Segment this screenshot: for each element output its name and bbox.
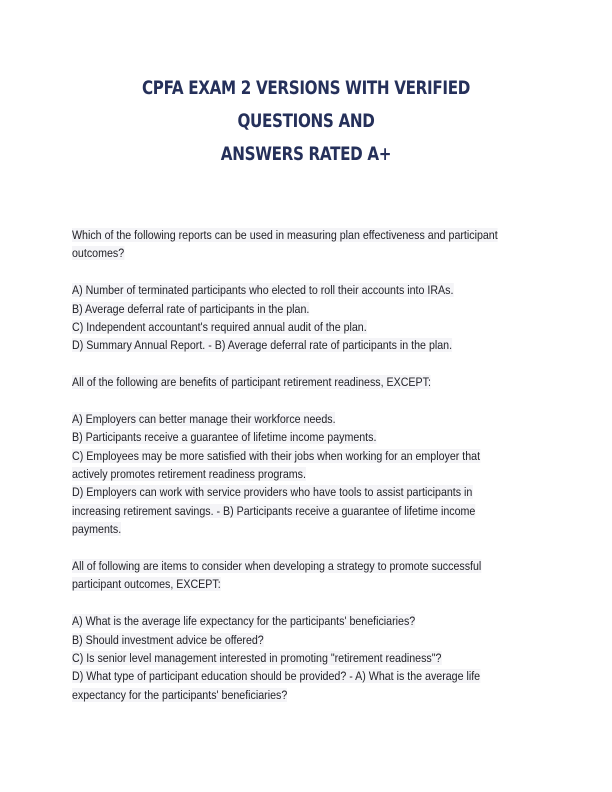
answer-option: D) Employers can work with service providers who have tools to assist participants in [72,485,473,500]
document-body [72,226,562,704]
question-text-line: participant outcomes, EXCEPT: [72,577,221,592]
answer-option: increasing retirement savings. - B) Participants receive a guarantee of lifetime income [72,503,476,518]
answer-option: B) Should investment advice be offered? [72,632,264,647]
question-text-line: Which of the following reports can be used in measuring plan effectiveness and participant [72,228,498,242]
answer-option: A) Employers can better manage their workforce needs. [72,411,336,426]
question-1 [72,226,562,355]
title-line-2: ANSWERS RATED A+ [220,144,392,165]
question-3 [72,557,562,704]
title-line-1: CPFA EXAM 2 VERSIONS WITH VERIFIED QUESTIONS AND [141,78,470,132]
question-text-line: All of following are items to consider when developing a strategy to promote successful [72,559,482,574]
answer-option: C) Employees may be more satisfied with their jobs when working for an employer that [72,448,481,463]
answer-option: D) What type of participant education should be provided? - A) What is the average life [72,669,481,684]
answer-option: A) Number of terminated participants who elected to roll their accounts into IRAs. [72,283,454,298]
answer-option: C) Is senior level management interested in promoting "retirement readiness"? [72,650,442,665]
answer-option: D) Summary Annual Report. - B) Average deferral rate of participants in the plan. [72,338,453,353]
answer-option: expectancy for the participants' beneficiaries? [72,687,288,702]
question-2 [72,373,562,539]
answer-option: A) What is the average life expectancy for the participants' beneficiaries? [72,614,416,629]
answer-option: payments. [72,522,122,537]
answer-option: actively promotes retirement readiness programs. [72,467,306,482]
answer-option: B) Participants receive a guarantee of lifetime income payments. [72,430,377,445]
answer-option: C) Independent accountant's required annual audit of the plan. [72,319,367,334]
question-text-line: outcomes? [72,246,125,261]
answer-option: B) Average deferral rate of participants in the plan. [72,301,310,316]
document-title [104,72,507,171]
question-text-line: All of the following are benefits of participant retirement readiness, EXCEPT: [72,375,431,390]
